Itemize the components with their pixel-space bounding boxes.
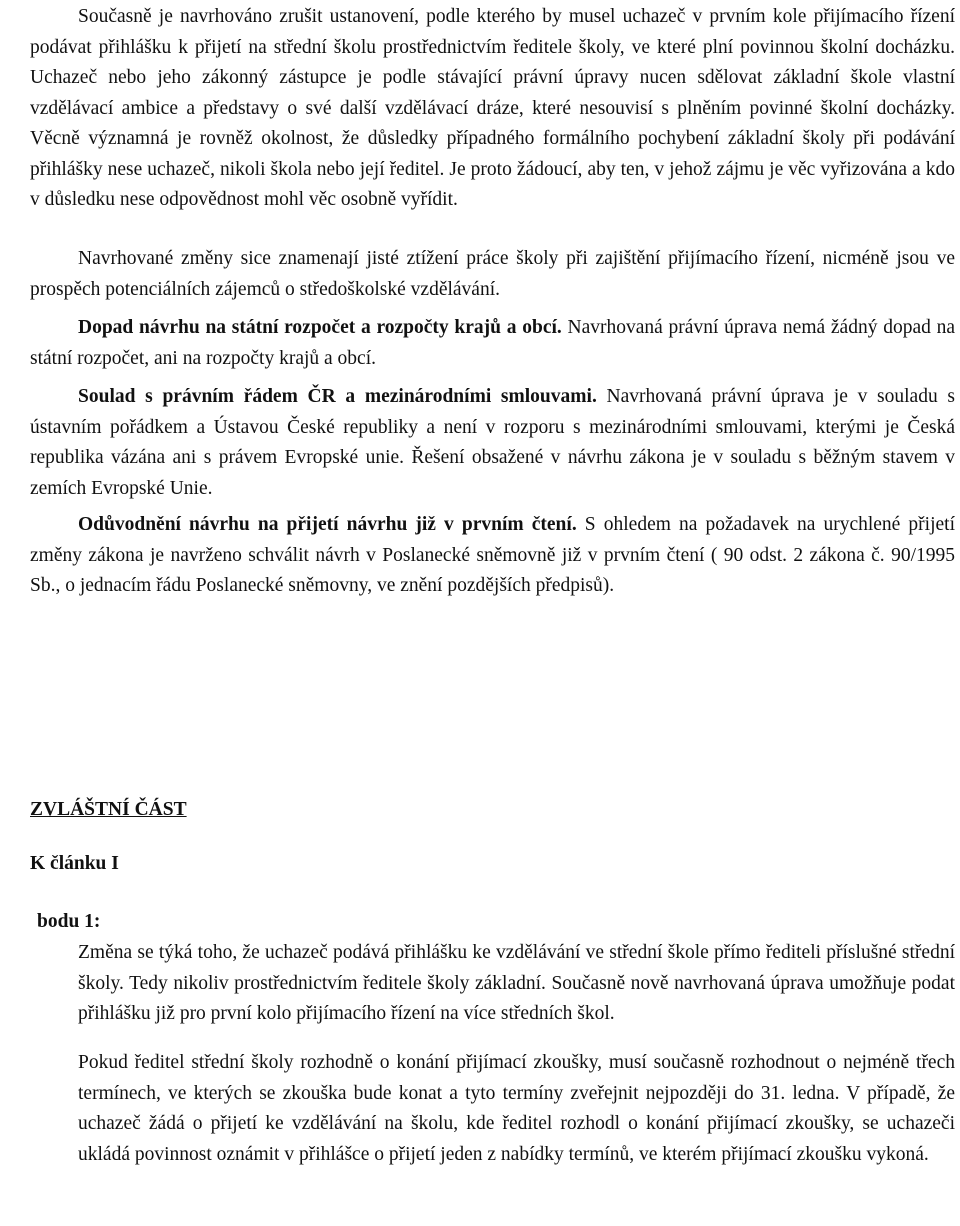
heading-first-reading: Odůvodnění návrhu na přijetí návrhu již v prvním čtení. (78, 514, 577, 535)
paragraph-school-burden: Navrhované změny sice znamenají jisté ztížení práce školy při zajištění přijímacího řízení, nicméně jsou ve prospěch potenciálních zájemců o středoškolské vzdělávání. (30, 248, 955, 300)
article-title: K článku I (30, 853, 119, 874)
paragraph-legal-compliance (30, 382, 955, 504)
item-body-second: Pokud ředitel střední školy rozhodně o konání přijímací zkoušky, musí současně rozhodnout o nejméně třech termínech, ve kterých se zkouška bude konat a tyto termíny zveřejnit nejpozději do 31. ledna. V případě, že uchazeč žádá o přijetí ke vzdělávání na školu, kde ředitel rozhodl o konání přijímací zkoušky, se uchazeči ukládá povinnost oznámit v přihlášce o přijetí jeden z nabídky termínů, ve kterém přijímací zkoušku vykoná. (78, 1052, 955, 1165)
item-label: bodu 1: (37, 911, 101, 932)
heading-budget-impact: Dopad návrhu na státní rozpočet a rozpočty krajů a obcí. (78, 317, 562, 338)
text-budget-impact: Navrhovaná právní úprava nemá žádný dopad na státní rozpočet, ani na rozpočty krajů a obcí. (30, 317, 955, 369)
text-first-reading: S ohledem na požadavek na urychlené přijetí změny zákona je navrženo schválit návrh v Poslanecké sněmovně již v prvním čtení ( 90 odst. 2 zákona č. 90/1995 Sb., o jednacím řádu Poslanecké sněmovny, ve znění pozdějších předpisů). (30, 514, 955, 596)
item-body-first: Změna se týká toho, že uchazeč podává přihlášku ke vzdělávání ve střední škole přímo řediteli příslušné střední školy. Tedy nikoliv prostřednictvím ředitele školy základní. Současně nově navrhovaná úprava umožňuje podat přihlášku již pro první kolo přijímacího řízení na více středních škol. (78, 942, 955, 1024)
paragraph-budget-impact (30, 313, 955, 374)
section-title: ZVLÁŠTNÍ ČÁST (30, 799, 187, 820)
text-legal-compliance: Navrhovaná právní úprava je v souladu s ústavním pořádkem a Ústavou České republiky a není v rozporu s mezinárodními smlouvami, kterými je Česká republika vázána ani s právem Evropské unie. Řešení obsažené v návrhu zákona je v souladu s běžným stavem v zemích Evropské Unie. (30, 386, 955, 499)
paragraph-admission-process: Současně je navrhováno zrušit ustanovení, podle kterého by musel uchazeč v prvním kole přijímacího řízení podávat přihlášku k přijetí na střední školu prostřednictvím ředitele školy, ve které plní povinnou školní docházku. Uchazeč nebo jeho zákonný zástupce je podle stávající právní úpravy nucen sdělovat základní škole vlastní vzdělávací ambice a představy o své další vzdělávací dráze, které nesouvisí s plněním povinné školní docházky. Věcně významná je rovněž okolnost, že důsledky případného formálního pochybení základní školy při podávání přihlášky nese uchazeč, nikoli škola nebo její ředitel. Je proto žádoucí, aby ten, v jehož zájmu je věc vyřizována a kdo v důsledku nese odpovědnost mohl věc osobně vyřídit. (30, 6, 955, 210)
heading-legal-compliance: Soulad s právním řádem ČR a mezinárodními smlouvami. (78, 386, 597, 407)
paragraph-first-reading (30, 510, 955, 602)
